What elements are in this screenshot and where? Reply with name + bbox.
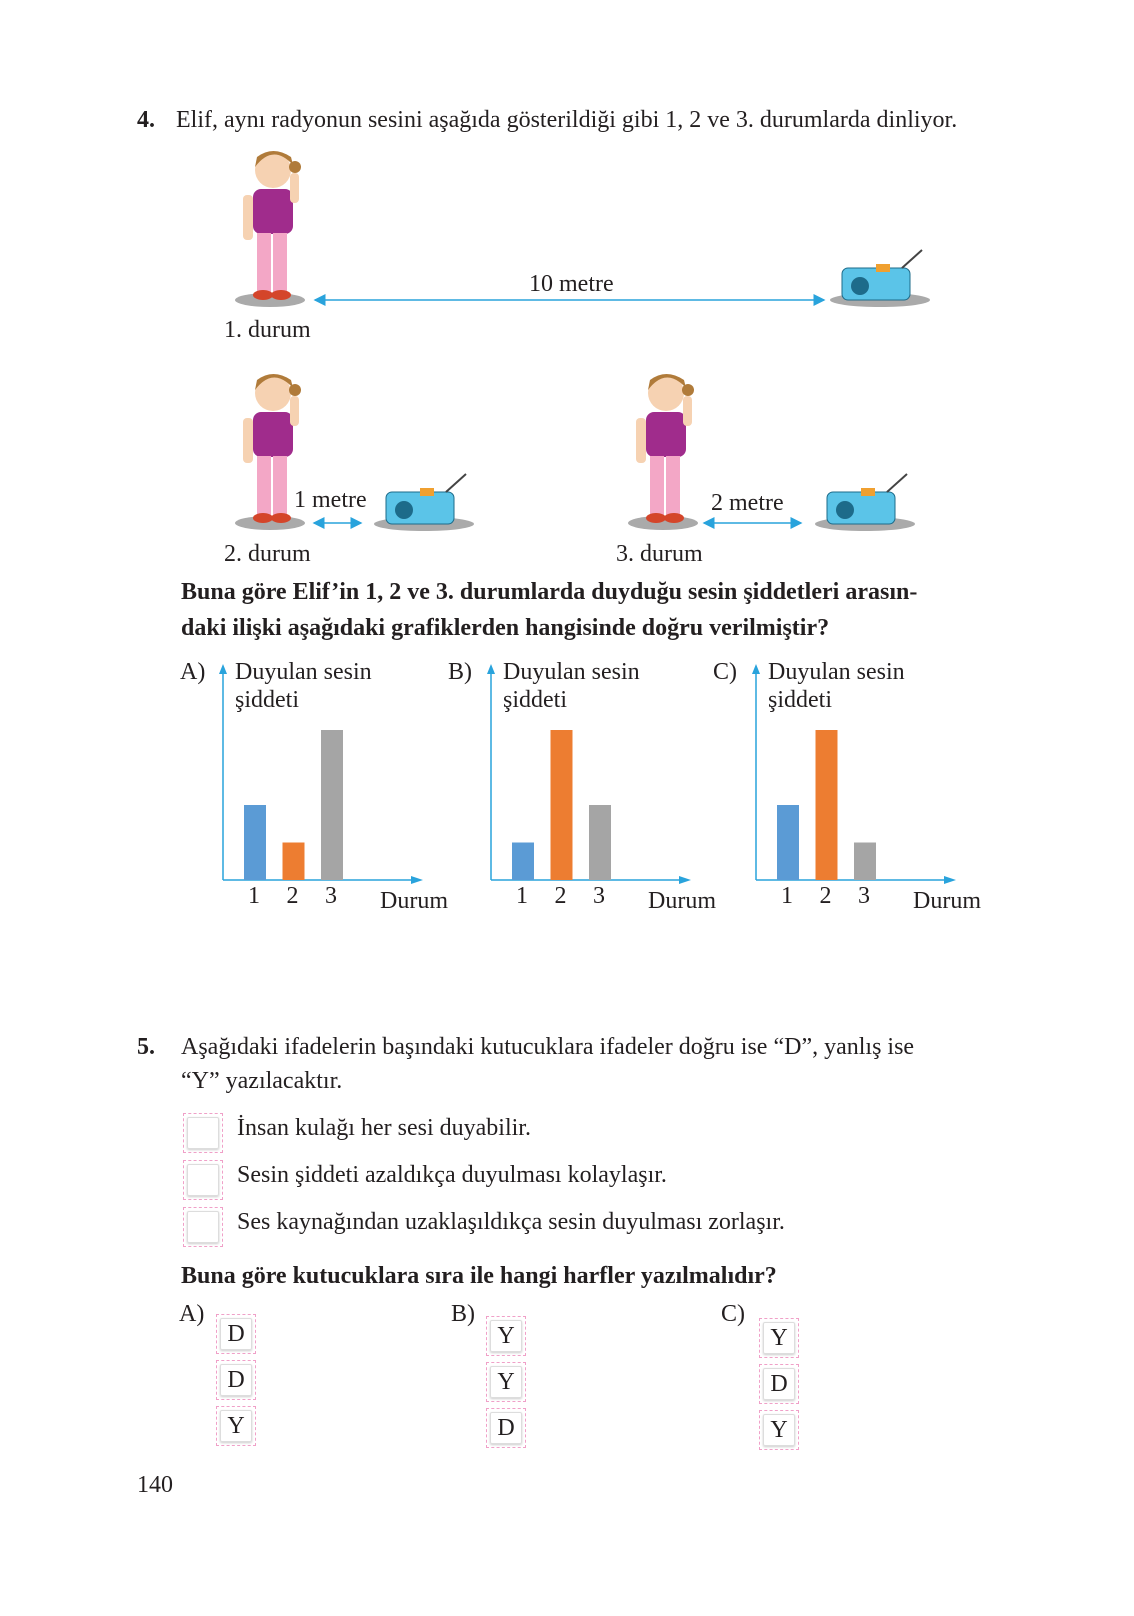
question-4-prompt-line2: daki ilişki aşağıdaki grafiklerden hangisinde doğru verilmiştir? [181, 615, 830, 641]
bar-1 [244, 805, 266, 880]
x-tick-label: 2 [819, 883, 832, 909]
option-letter: Y [770, 1417, 788, 1443]
bar-3 [854, 843, 876, 881]
question-4-text: Elif, aynı radyonun sesini aşağıda gösterildiği gibi 1, 2 ve 3. durumlarda dinliyor. [176, 107, 958, 133]
option-letter: Y [497, 1323, 515, 1349]
y-axis-label-line2: şiddeti [768, 687, 832, 713]
statement-1: İnsan kulağı her sesi duyabilir. [237, 1115, 531, 1141]
answer-box-2[interactable] [183, 1160, 223, 1200]
x-tick-label: 3 [858, 883, 870, 909]
bar-1 [512, 843, 534, 881]
x-tick-label: 1 [516, 883, 528, 909]
option-label[interactable]: C) [721, 1301, 745, 1327]
x-tick-label: 2 [554, 883, 567, 909]
x-axis-arrow [944, 876, 956, 884]
girl-figure-3 [628, 374, 698, 530]
x-tick-label: 3 [593, 883, 605, 909]
option-letter-box [759, 1364, 799, 1404]
bar-2 [283, 843, 305, 881]
option-letter-box [486, 1316, 526, 1356]
option-letter-box [486, 1408, 526, 1448]
x-axis-label: Durum [648, 888, 716, 914]
x-tick-label: 1 [248, 883, 260, 909]
radio-icon-3 [815, 474, 915, 531]
x-tick-label: 2 [286, 883, 299, 909]
y-axis-label-line1: Duyulan sesin [235, 659, 372, 685]
statement-2: Sesin şiddeti azaldıkça duyulması kolaylaşır. [237, 1162, 667, 1188]
option-letter-box [216, 1406, 256, 1446]
bar-1 [777, 805, 799, 880]
question-4-number: 4. [137, 107, 155, 133]
y-axis-label-line1: Duyulan sesin [768, 659, 905, 685]
x-axis-label: Durum [913, 888, 981, 914]
question-5-number: 5. [137, 1034, 155, 1060]
bar-3 [321, 730, 343, 880]
option-letter-box [216, 1314, 256, 1354]
answer-box-1[interactable] [183, 1113, 223, 1153]
case-label-3: 3. durum [616, 541, 703, 567]
x-axis-label: Durum [380, 888, 448, 914]
y-axis-arrow [487, 664, 495, 674]
question-5-prompt: Buna göre kutucuklara sıra ile hangi harfler yazılmalıdır? [181, 1263, 777, 1289]
option-letter: D [227, 1367, 245, 1393]
option-letter: Y [497, 1369, 515, 1395]
option-letter-box [486, 1362, 526, 1402]
x-axis-arrow [679, 876, 691, 884]
x-axis-arrow [411, 876, 423, 884]
x-tick-label: 3 [325, 883, 337, 909]
radio-icon-2 [374, 474, 474, 531]
y-axis-label-line1: Duyulan sesin [503, 659, 640, 685]
chart-option-label: B) [448, 659, 472, 685]
case-label-1: 1. durum [224, 317, 311, 343]
distance-label-2: 1 metre [294, 487, 367, 513]
y-axis-label-line2: şiddeti [503, 687, 567, 713]
option-letter: Y [770, 1325, 788, 1351]
option-label[interactable]: B) [451, 1301, 475, 1327]
option-letter: Y [227, 1413, 245, 1439]
option-letter-box [759, 1410, 799, 1450]
distance-illustration [0, 0, 1134, 600]
chart-option-label: C) [713, 659, 737, 685]
y-axis-arrow [752, 664, 760, 674]
question-4-prompt-line1: Buna göre Elif’in 1, 2 ve 3. durumlarda duyduğu sesin şiddetleri arasın- [181, 579, 918, 605]
radio-icon-1 [830, 250, 930, 307]
question-5-text-line2: “Y” yazılacaktır. [181, 1068, 343, 1094]
option-letter-box [759, 1318, 799, 1358]
bar-3 [589, 805, 611, 880]
answer-box-3[interactable] [183, 1207, 223, 1247]
option-letter-box [216, 1360, 256, 1400]
distance-label-3: 2 metre [711, 490, 784, 516]
statement-3: Ses kaynağından uzaklaşıldıkça sesin duyulması zorlaşır. [237, 1209, 785, 1235]
page-number: 140 [137, 1472, 173, 1498]
chart-option-label: A) [180, 659, 206, 685]
bar-2 [551, 730, 573, 880]
option-label[interactable]: A) [179, 1301, 205, 1327]
y-axis-arrow [219, 664, 227, 674]
x-tick-label: 1 [781, 883, 793, 909]
distance-label-1: 10 metre [529, 271, 614, 297]
option-letter: D [227, 1321, 245, 1347]
case-label-2: 2. durum [224, 541, 311, 567]
question-5-text-line1: Aşağıdaki ifadelerin başındaki kutucuklara ifadeler doğru ise “D”, yanlış ise [181, 1034, 915, 1060]
girl-figure-1 [235, 151, 305, 307]
option-letter: D [497, 1415, 515, 1441]
bar-2 [816, 730, 838, 880]
option-letter: D [770, 1371, 788, 1397]
y-axis-label-line2: şiddeti [235, 687, 299, 713]
